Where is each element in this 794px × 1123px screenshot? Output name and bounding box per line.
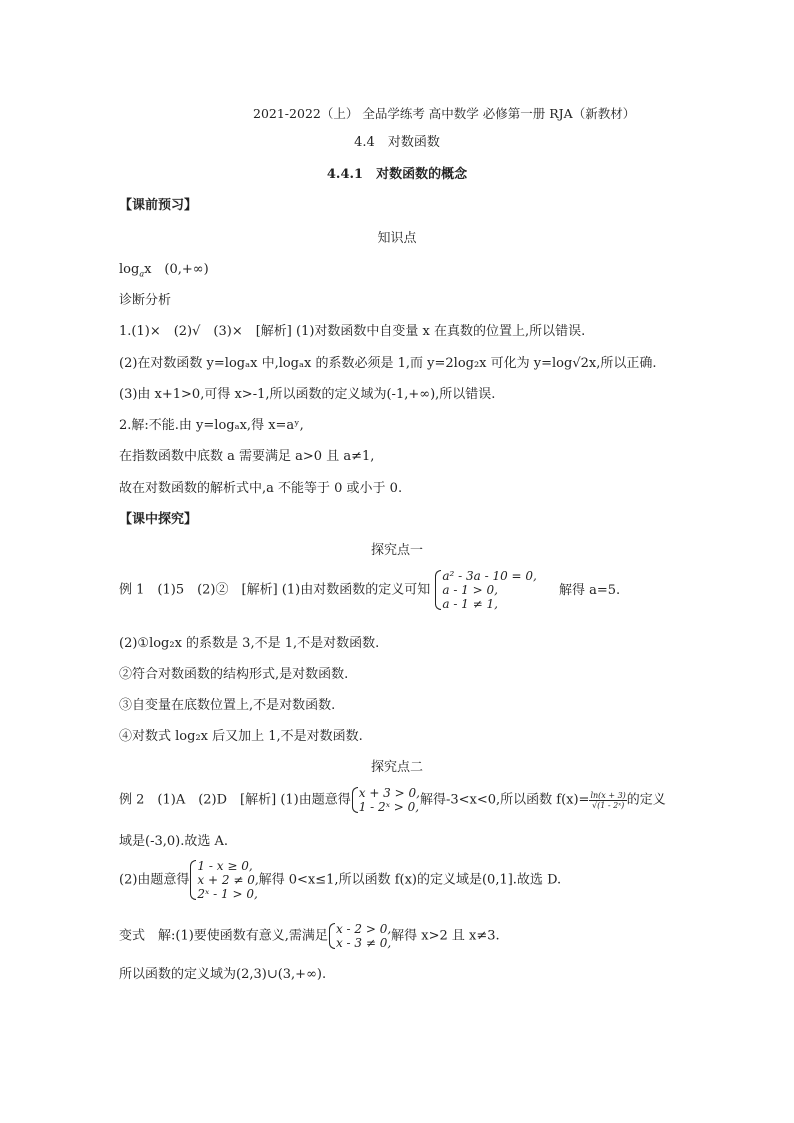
example-1: 例 1 (1)5 (2)② [解析] (1)由对数函数的定义可知 a² - 3a - 10 = 0, a - 1 > 0, a - 1 ≠ 1, 解得 a=5. <box>119 569 621 611</box>
diagnosis-line: 故在对数函数的解析式中,a 不能等于 0 或小于 0. <box>119 481 403 496</box>
example-2b: (2)由题意得 1 - x ≥ 0, x + 2 ≠ 0, 2ˣ - 1 > 0, 解得 0<x≤1,所以函数 f(x)的定义域是(0,1].故选 D. <box>119 859 562 901</box>
equation-system: x - 2 > 0, x - 3 ≠ 0, <box>328 922 391 950</box>
variant: 变式 解:(1)要使函数有意义,需满足 x - 2 > 0, x - 3 ≠ 0, 解得 x>2 且 x≠3. <box>119 922 500 950</box>
example-2-line: 域是(-3,0).故选 A. <box>119 834 228 849</box>
diagnosis-line: (3)由 x+1>0,可得 x>-1,所以函数的定义域为(-1,+∞),所以错误. <box>119 387 496 402</box>
section-title: 4.4 对数函数 <box>354 135 440 150</box>
subsection-title: 4.4.1 对数函数的概念 <box>326 167 468 182</box>
variant-line: 所以函数的定义域为(2,3)∪(3,+∞). <box>119 967 327 982</box>
equation-system: a² - 3a - 10 = 0, a - 1 > 0, a - 1 ≠ 1, <box>434 569 537 611</box>
knowledge-heading: 知识点 <box>377 231 417 246</box>
diagnosis-line: 2.解:不能.由 y=logₐx,得 x=aʸ, <box>119 418 304 433</box>
diagnosis-line: (2)在对数函数 y=logₐx 中,logₐx 的系数必须是 1,而 y=2log₂x 可化为 y=log√2x,所以正确. <box>119 356 657 371</box>
preview-heading: 【课前预习】 <box>119 198 198 213</box>
diagnosis-line: 1.(1)× (2)√ (3)× [解析] (1)对数函数中自变量 x 在真数的位置上,所以错误. <box>119 324 586 339</box>
explore-point-2: 探究点二 <box>370 760 423 775</box>
example-1-line: (2)①log₂x 的系数是 3,不是 1,不是对数函数. <box>119 636 380 651</box>
example-1-line: ③自变量在底数位置上,不是对数函数. <box>119 698 336 713</box>
diagnosis-heading: 诊断分析 <box>119 293 172 308</box>
example-2: 例 2 (1)A (2)D [解析] (1)由题意得 x + 3 > 0, 1 - 2ˣ > 0, 解得-3<x<0,所以函数 f(x)= $\frac{\ln(x + 3)}{\text{√(1 - 2ˣ)}}$ 的定义 <box>119 786 666 814</box>
equation-system: x + 3 > 0, 1 - 2ˣ > 0, <box>351 786 420 814</box>
example-1-line: ④对数式 log₂x 后又加上 1,不是对数函数. <box>119 729 363 744</box>
diagnosis-line: 在指数函数中底数 a 需要满足 a>0 且 a≠1, <box>119 449 375 464</box>
inclass-heading: 【课中探究】 <box>119 512 198 527</box>
equation-system: 1 - x ≥ 0, x + 2 ≠ 0, 2ˣ - 1 > 0, <box>189 859 258 901</box>
fraction: $\frac{\ln(x + 3)}{\text{√(1 - 2ˣ)}}$ <box>590 790 626 810</box>
example-1-line: ②符合对数函数的结构形式,是对数函数. <box>119 667 349 682</box>
explore-point-1: 探究点一 <box>370 543 423 558</box>
knowledge-answer: $\log_ax$ (0,+∞) <box>119 262 209 279</box>
page-header: 2021-2022（上） 全品学练考 高中数学 必修第一册 RJA（新教材） <box>253 106 636 121</box>
